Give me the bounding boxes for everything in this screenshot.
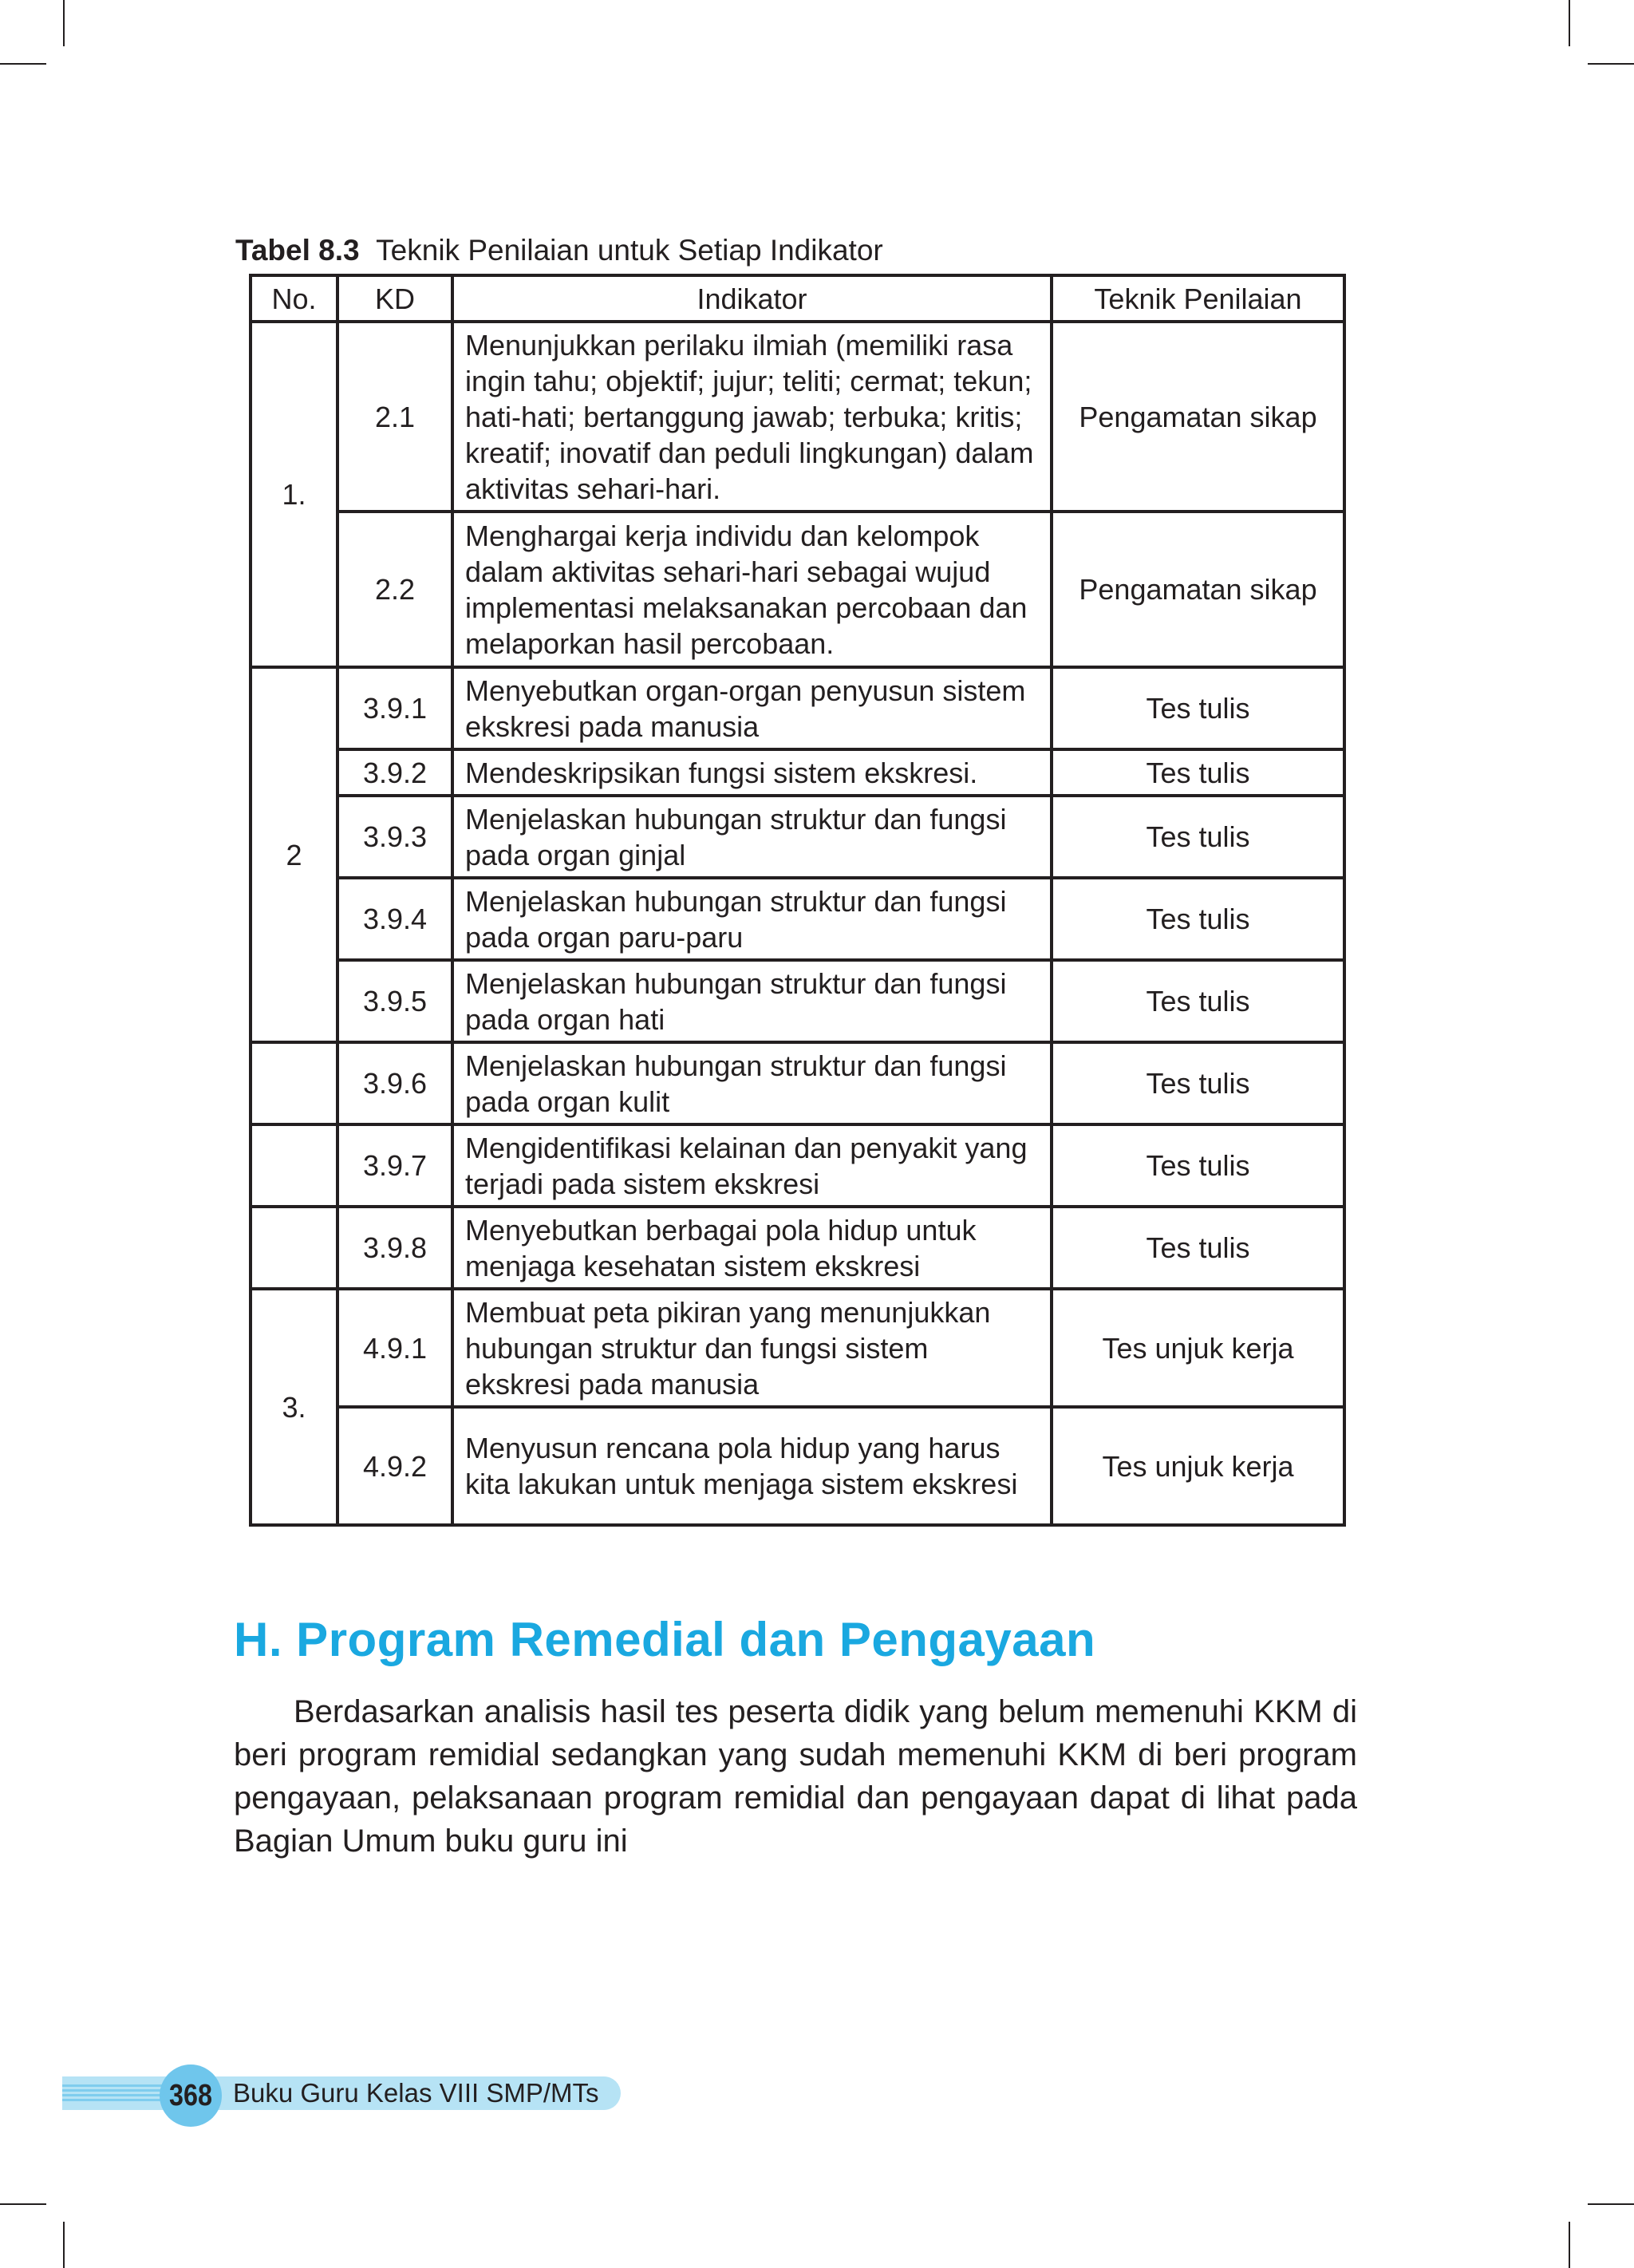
row-indikator: Membuat peta pikiran yang menunjukkan hubungan struktur dan fungsi sistem ekskresi pada manusia: [452, 1289, 1052, 1407]
row-teknik: Tes tulis: [1052, 878, 1344, 960]
header-no: No.: [251, 275, 337, 322]
table-row: [251, 960, 1344, 1042]
table-row: [251, 322, 1344, 512]
row-number: 2: [251, 667, 337, 1042]
row-teknik: Tes tulis: [1052, 796, 1344, 878]
table-row: [251, 1042, 1344, 1124]
row-indikator: Menunjukkan perilaku ilmiah (memiliki rasa ingin tahu; objektif; jujur; teliti; cermat; tekun; hati-hati; bertanggung jawab; terbuka; kritis; kreatif; inovatif dan peduli lingkungan) dalam aktivitas sehari-hari.: [452, 322, 1052, 512]
row-kd: 4.9.1: [337, 1289, 452, 1407]
header-indikator: Indikator: [452, 275, 1052, 322]
row-indikator: Menjelaskan hubungan struktur dan fungsi pada organ paru-paru: [452, 878, 1052, 960]
row-indikator: Menyebutkan berbagai pola hidup untuk menjaga kesehatan sistem ekskresi: [452, 1207, 1052, 1289]
section-heading: H. Program Remedial dan Pengayaan: [234, 1613, 1096, 1666]
crop-mark: [63, 2222, 65, 2268]
crop-mark: [0, 63, 46, 65]
section-paragraph: Berdasarkan analisis hasil tes peserta didik yang belum memenuhi KKM di beri program remidial sedangkan yang sudah memenuhi KKM di beri program pengayaan, pelaksanaan program remidial dan pengayaan dapat di lihat pada Bagian Umum buku guru ini: [234, 1694, 1357, 1859]
row-kd: 3.9.5: [337, 960, 452, 1042]
row-kd: 3.9.2: [337, 749, 452, 796]
row-teknik: Tes tulis: [1052, 667, 1344, 749]
row-teknik: Tes tulis: [1052, 749, 1344, 796]
row-kd: 3.9.4: [337, 878, 452, 960]
book-title: Buku Guru Kelas VIII SMP/MTs: [233, 2078, 599, 2108]
crop-mark: [1588, 63, 1634, 65]
row-indikator: Mengidentifikasi kelainan dan penyakit yang terjadi pada sistem ekskresi: [452, 1124, 1052, 1207]
row-kd: 2.1: [337, 322, 452, 512]
table-row: [251, 1124, 1344, 1207]
row-kd: 3.9.6: [337, 1042, 452, 1124]
row-kd: 3.9.8: [337, 1207, 452, 1289]
table-caption-label: Tabel 8.3: [235, 234, 360, 267]
row-indikator: Menjelaskan hubungan struktur dan fungsi pada organ kulit: [452, 1042, 1052, 1124]
row-teknik: Tes tulis: [1052, 1124, 1344, 1207]
table-caption-text: Teknik Penilaian untuk Setiap Indikator: [376, 234, 883, 267]
table-row: [251, 1289, 1344, 1407]
crop-mark: [1569, 0, 1570, 46]
row-teknik: Pengamatan sikap: [1052, 512, 1344, 667]
table-row: [251, 878, 1344, 960]
row-kd: 4.9.2: [337, 1407, 452, 1525]
row-teknik: Tes tulis: [1052, 1207, 1344, 1289]
row-indikator: Mendeskripsikan fungsi sistem ekskresi.: [452, 749, 1052, 796]
row-number: [251, 1207, 337, 1289]
row-indikator: Menyusun rencana pola hidup yang harus kita lakukan untuk menjaga sistem ekskresi: [452, 1407, 1052, 1525]
header-teknik: Teknik Penilaian: [1052, 275, 1344, 322]
row-kd: 3.9.7: [337, 1124, 452, 1207]
row-indikator: Menjelaskan hubungan struktur dan fungsi pada organ hati: [452, 960, 1052, 1042]
row-kd: 3.9.3: [337, 796, 452, 878]
page-number: 368: [169, 2079, 212, 2112]
table-header-row: [251, 275, 1344, 322]
row-teknik: Pengamatan sikap: [1052, 322, 1344, 512]
row-teknik: Tes unjuk kerja: [1052, 1407, 1344, 1525]
row-teknik: Tes tulis: [1052, 1042, 1344, 1124]
table-row: [251, 749, 1344, 796]
assessment-table: [249, 274, 1346, 1527]
row-kd: 2.2: [337, 512, 452, 667]
row-number: [251, 1042, 337, 1124]
row-indikator: Menjelaskan hubungan struktur dan fungsi pada organ ginjal: [452, 796, 1052, 878]
row-kd: 3.9.1: [337, 667, 452, 749]
row-indikator: Menghargai kerja individu dan kelompok dalam aktivitas sehari-hari sebagai wujud implementasi melaksanakan percobaan dan melaporkan hasil percobaan.: [452, 512, 1052, 667]
table-caption: [235, 231, 883, 270]
row-number: 1.: [251, 322, 337, 667]
crop-mark: [0, 2203, 46, 2205]
header-kd: KD: [337, 275, 452, 322]
table-row: [251, 796, 1344, 878]
crop-mark: [1588, 2203, 1634, 2205]
row-teknik: Tes unjuk kerja: [1052, 1289, 1344, 1407]
crop-mark: [63, 0, 65, 46]
row-number: [251, 1124, 337, 1207]
crop-mark: [1569, 2222, 1570, 2268]
table-row: [251, 512, 1344, 667]
table-row: [251, 667, 1344, 749]
table-row: [251, 1407, 1344, 1525]
row-indikator: Menyebutkan organ-organ penyusun sistem ekskresi pada manusia: [452, 667, 1052, 749]
row-number: 3.: [251, 1289, 337, 1525]
table-row: [251, 1207, 1344, 1289]
row-teknik: Tes tulis: [1052, 960, 1344, 1042]
